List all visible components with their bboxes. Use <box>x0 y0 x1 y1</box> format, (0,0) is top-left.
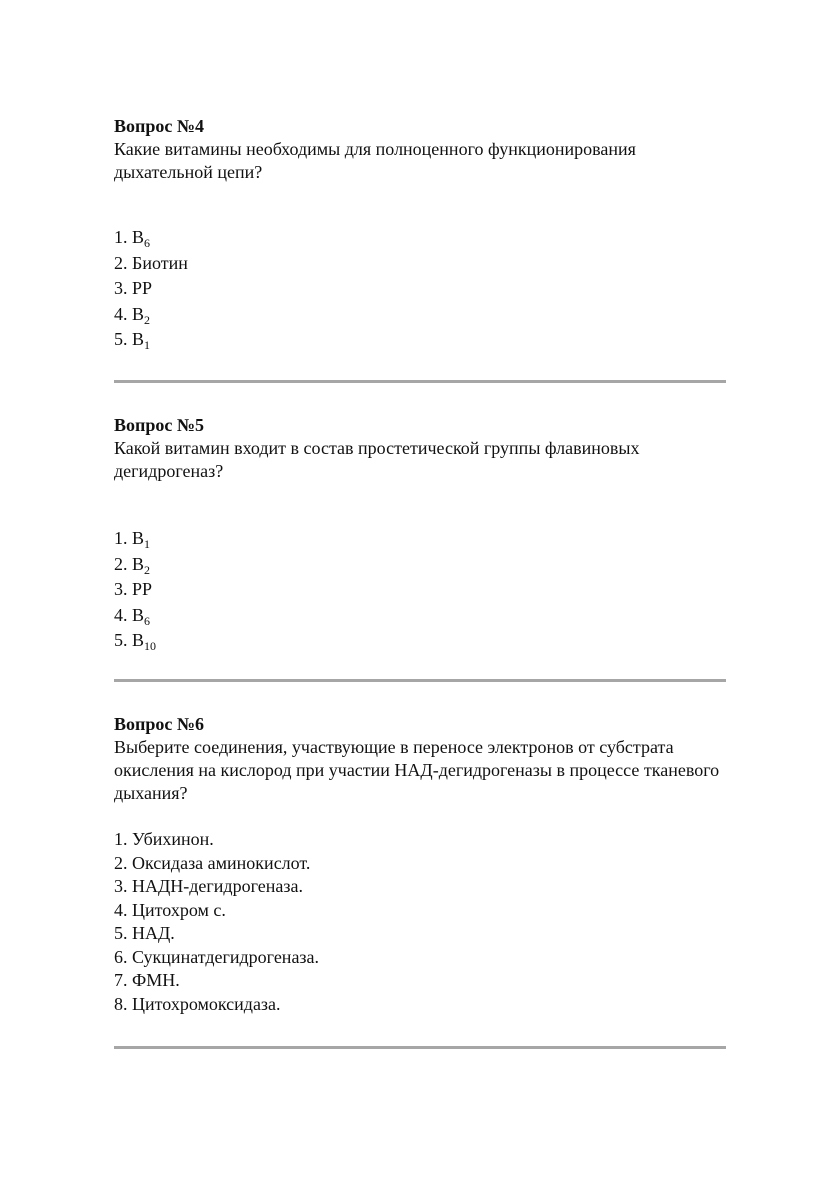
section-divider <box>114 380 726 383</box>
answer-list <box>114 527 726 655</box>
answer-option: 1. $В_1$ <box>114 528 151 551</box>
answer-option: 1. $В_6$ <box>114 227 151 250</box>
answer-option: 3. НАДН-дегидрогеназа. <box>114 876 303 896</box>
answer-option: 7. ФМН. <box>114 970 180 990</box>
answer-option: 4. $В_2$ <box>114 303 151 327</box>
answer-option: 5. НАД. <box>114 923 175 943</box>
question-4 <box>114 115 726 354</box>
question-title: Вопрос №4 <box>114 116 204 136</box>
answer-option: 6. Сукцинатдегидрогеназа. <box>114 946 320 967</box>
question-text: Какой витамин входит в состав простетической группы флавиновых дегидрогеназ? <box>114 438 640 481</box>
answer-option: 2. $В_2$ <box>114 553 151 577</box>
answer-option: 8. Цитохромоксидаза. <box>114 993 281 1014</box>
question-text: Какие витамины необходимы для полноценного функционирования дыхательной цепи? <box>114 139 636 182</box>
answer-option: 4. $В_6$ <box>114 604 151 628</box>
question-6 <box>114 713 726 1016</box>
answer-option: 2. Оксидаза аминокислот. <box>114 852 311 873</box>
answer-option: 3. РР <box>114 579 153 599</box>
answer-list <box>114 828 726 1016</box>
answer-option: 5. $В_1$ <box>114 329 151 352</box>
question-title: Вопрос №5 <box>114 415 204 435</box>
section-divider <box>114 679 726 682</box>
answer-option: 2. Биотин <box>114 252 188 273</box>
section-divider <box>114 1046 726 1049</box>
question-title: Вопрос №6 <box>114 714 204 734</box>
question-5 <box>114 414 726 655</box>
answer-option: 4. Цитохром с. <box>114 899 226 920</box>
answer-option: 1. Убихинон. <box>114 829 214 849</box>
answer-list <box>114 226 726 354</box>
answer-option: 3. РР <box>114 278 153 298</box>
question-text: Выберите соединения, участвующие в переносе электронов от субстрата окисления на кислород при участии НАД-дегидрогеназы в процессе тканевого дыхания? <box>114 737 720 803</box>
answer-option: 5. $В_{10}$ <box>114 630 157 653</box>
